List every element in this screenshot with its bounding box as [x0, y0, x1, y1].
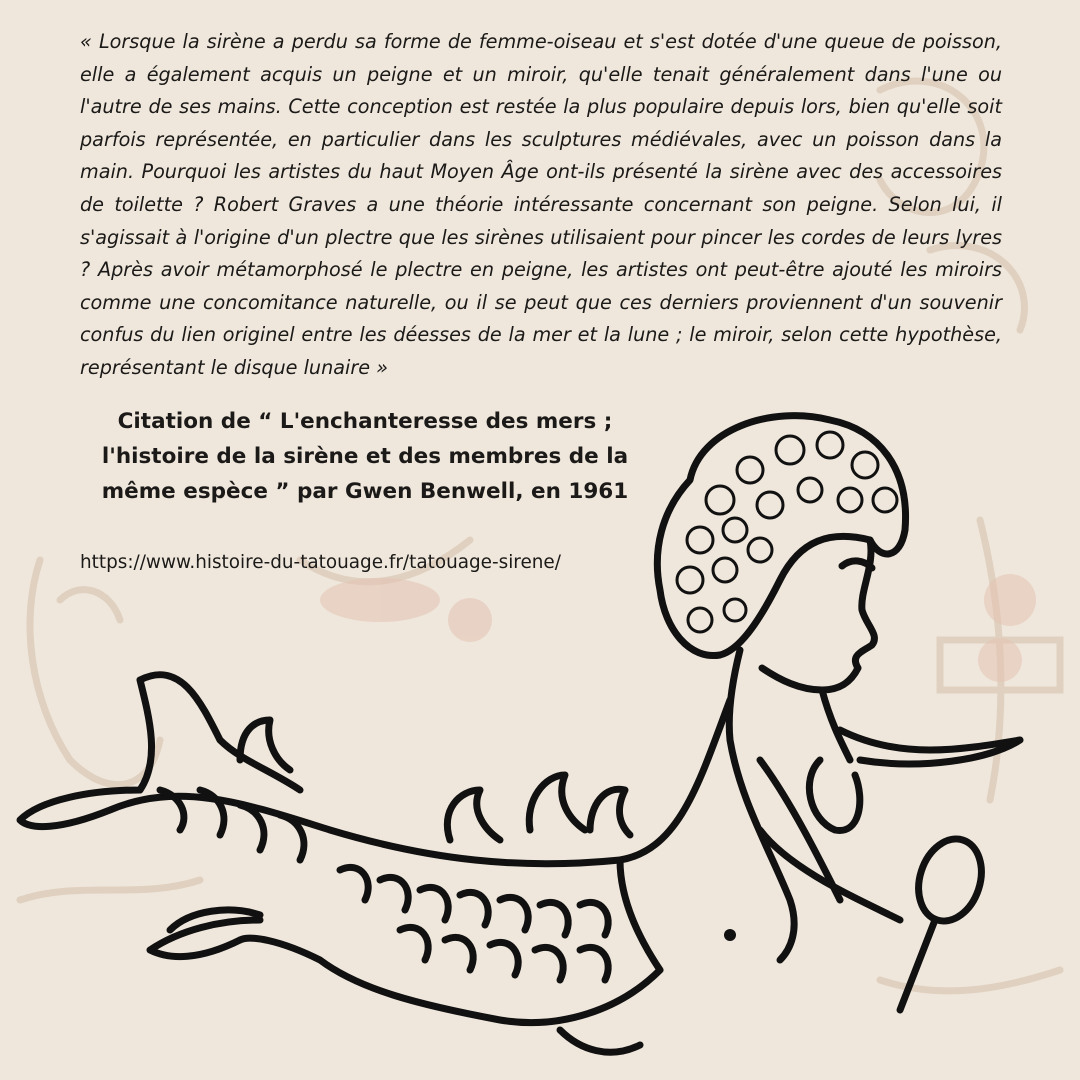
mermaid-arm: [840, 730, 1020, 764]
citation-title: Citation de “ L'enchanteresse des mers ; l'histoire de la sirène et des membres de la même espèce ” par Gwen Benwell, en 1961: [101, 409, 629, 504]
mermaid-mirror: [908, 831, 991, 929]
mermaid-drawing: [0, 400, 1080, 1080]
mermaid-navel: [724, 929, 736, 941]
mermaid-tail: [20, 675, 730, 864]
source-url[interactable]: https://www.histoire-du-tatouage.fr/tatouage-sirene/: [80, 552, 561, 573]
mermaid-eye: [842, 561, 872, 568]
quote-text: « Lorsque la sirène a perdu sa forme de femme-oiseau et s'est dotée d'une queue de poisson, elle a également acquis un peigne et un miroir, qu'elle tenait généralement dans l'une ou l'autre de ses mains. Cette conception est restée la plus populaire depuis lors, bien qu'elle soit parfois représentée, en particulier dans les sculptures médiévales, avec un poisson dans la main. Pourquoi les artistes du haut Moyen Âge ont-ils présenté la sirène avec des accessoires de toilette ? Robert Graves a une théorie intéressante concernant son peigne. Selon lui, il s'agissait à l'origine d'un plectre que les sirènes utilisaient pour pincer les cordes de leurs lyres ? Après avoir métamorphosé le plectre en peigne, les artistes ont peut-être ajouté les miroirs comme une concomitance naturelle, ou il se peut que ces derniers proviennent d'un souvenir confus du lien originel entre les déesses de la mer et la lune ; le miroir, selon cette hypothèse, représentant le disque lunaire »: [80, 30, 1002, 379]
